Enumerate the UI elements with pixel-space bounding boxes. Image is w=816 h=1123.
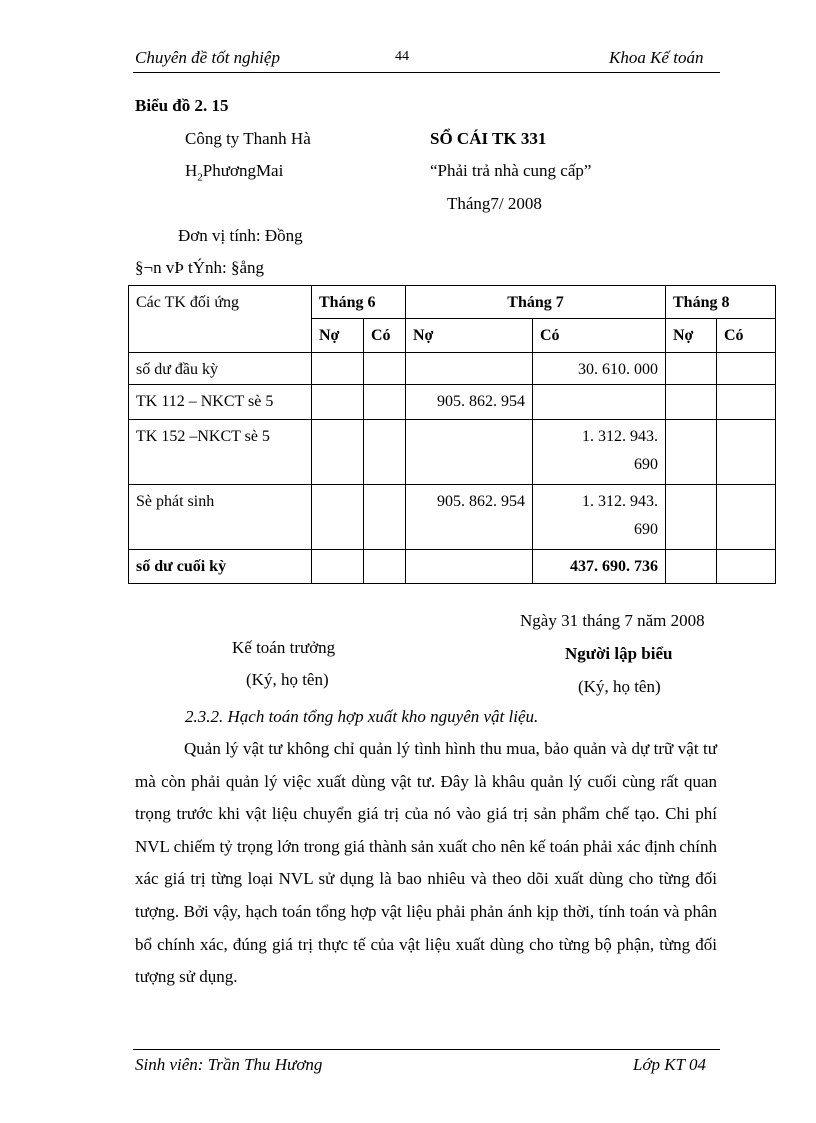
credit-line-2: 690	[634, 520, 658, 538]
header-month-7: Tháng 7	[406, 286, 666, 319]
row-m7-debit	[406, 419, 533, 484]
company-name: Công ty Thanh Hà	[185, 129, 311, 148]
chief-accountant-sign-note: (Ký, họ tên)	[246, 670, 329, 689]
header-month-6: Tháng 6	[312, 286, 406, 319]
row-account: số dư cuối kỳ	[129, 550, 312, 584]
ledger-subtitle: “Phải trả nhà cung cấp”	[430, 161, 592, 180]
table-row	[129, 550, 776, 584]
company-address	[185, 161, 283, 183]
header-left-text: Chuyên đề tốt nghiệp	[135, 48, 280, 67]
ledger-table	[128, 285, 776, 584]
row-m7-debit: 905. 862. 954	[406, 484, 533, 550]
m7-debit-head: Nợ	[406, 319, 533, 352]
credit-line-1: 1. 312. 943.	[582, 427, 658, 445]
header-right-text: Khoa Kế toán	[609, 48, 704, 67]
row-m7-debit	[406, 352, 533, 384]
credit-line-1: 1. 312. 943.	[582, 492, 658, 510]
address-rest: PhươngMai	[202, 161, 284, 180]
header-account: Các TK đối ứng	[129, 286, 312, 353]
header-divider	[133, 72, 720, 73]
footer-left-text: Sinh viên: Trần Thu Hương	[135, 1055, 323, 1074]
ledger-period: Tháng7/ 2008	[447, 194, 542, 213]
row-m7-credit	[533, 484, 666, 550]
section-heading: 2.3.2. Hạch toán tổng hợp xuất kho nguyên vật liệu.	[185, 707, 539, 726]
row-account: số dư đầu kỳ	[129, 352, 312, 384]
chief-accountant-title: Kế toán trưởng	[232, 638, 336, 657]
m8-debit-head: Nợ	[666, 319, 717, 352]
address-subscript: 2	[197, 171, 203, 184]
row-m7-debit	[406, 550, 533, 584]
preparer-title: Người lập biểu	[565, 644, 673, 663]
table-row	[129, 385, 776, 419]
body-paragraph: Quản lý vật tư không chỉ quản lý tình hình thu mua, bảo quản và dự trữ vật tư mà còn phải quản lý việc xuất dùng vật tư. Đây là khâu quản lý cuối cùng rất quan trọng trước khi vật liệu chuyển giá trị của nó vào giá trị sản phẩm chế tạo. Chi phí NVL chiếm tỷ trọng lớn trong giá thành sản xuất cho nên kế toán phải xác định chính xác giá trị từng loại NVL sử dụng là bao nhiêu và theo dõi xuất dùng cho từng đối tượng. Bởi vậy, hạch toán tổng hợp vật liệu phải phản ánh kịp thời, tính toán và phân bổ chính xác, đúng giá trị thực tế của vật liệu xuất dùng cho từng bộ phận, từng đối tượng sử dụng.	[135, 739, 717, 987]
unit-line-garbled: §¬n vÞ tÝnh: §ång	[135, 258, 265, 277]
m6-credit-head: Có	[364, 319, 406, 352]
page-number: 44	[395, 49, 409, 64]
row-m7-credit	[533, 385, 666, 419]
row-m7-credit: 437. 690. 736	[533, 550, 666, 584]
signature-date: Ngày 31 tháng 7 năm 2008	[520, 611, 705, 630]
m6-debit-head: Nợ	[312, 319, 364, 352]
row-m7-credit	[533, 419, 666, 484]
table-row	[129, 352, 776, 384]
table-row	[129, 484, 776, 550]
figure-label: Biểu đồ 2. 15	[135, 96, 229, 115]
header-month-8: Tháng 8	[666, 286, 776, 319]
row-account: TK 112 – NKCT sè 5	[129, 385, 312, 419]
row-m7-debit: 905. 862. 954	[406, 385, 533, 419]
m7-credit-head: Có	[533, 319, 666, 352]
address-prefix: H	[185, 161, 198, 180]
table-header-row	[129, 286, 776, 319]
credit-line-2: 690	[634, 455, 658, 473]
unit-line: Đơn vị tính: Đồng	[178, 226, 303, 245]
footer-divider	[133, 1049, 720, 1050]
ledger-title: SỔ CÁI TK 331	[430, 129, 547, 148]
footer-right-text: Lớp KT 04	[633, 1055, 707, 1074]
preparer-sign-note: (Ký, họ tên)	[578, 677, 661, 696]
m8-credit-head: Có	[717, 319, 776, 352]
row-account: TK 152 –NKCT sè 5	[129, 419, 312, 484]
row-account: Sè phát sinh	[129, 484, 312, 550]
table-row	[129, 419, 776, 484]
row-m7-credit: 30. 610. 000	[533, 352, 666, 384]
